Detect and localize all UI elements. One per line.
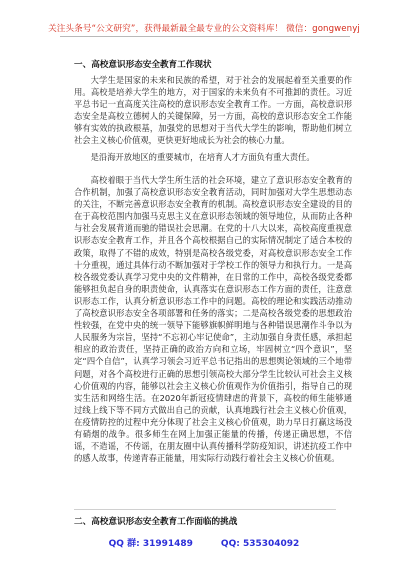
- paragraph-3: 高校着眼于当代大学生所生活的社会环境，建立了意识形态安全教育的合作机制，加强了高校意识形态安全教育活动，同时加强对大学生思想动态的关注，不断完善意识形态安全教育的机制。高校意识形态安全建设的目的在于高校范围内加强马克思主义在意识形态领域的领导地位，从而防止各种与社会发展背道而驰的错误社会思潮。在党的十八大以来，高校高度重视意识形态安全教育工作，并且各个高校根据自己的实际情况制定了适合本校的政策，取得了不错的成效，特别是高校各级党委，对高校意识形态安全工作十分重视，通过具体行动不断加强对于学校工作的领导力和执行力。一是高校各级党委认真学习党中央的文件精神，在日常的工作中，高校各级党委都能够担负起自身的职责使命，认真落实在意识形态工作方面的责任，注意意识形态工作，认真分析意识形态工作中的问题。高校的理论和实践活动推动了高校意识形态安全各项部署和任务的落实；二是高校各级党委的思想政治性较强，在党中央的统一领导下能够旗帜鲜明地与各种错误思潮作斗争以为人民服务为宗旨，坚持“不忘初心牢记使命”，主动加强自身责任感，承担起相应的政治责任，坚持正确的政治方向和立场，牢固树立“四个意识”，坚定“四个自信”，认真学习领会习近平总书记指出的思想舆论领域的三个地带问题，对各个高校进行正确的思想引领高校大部分学生比较认可社会主义核心价值观的内容，能够以社会主义核心价值观作为价值指引，指导自己的现实生活和网络生活。在2020年新冠疫情肆虐的背景下，高校的师生能够通过线上线下等不同方式做出自己的贡献，认真地践行社会主义核心价值观，在疫情防控的过程中充分体现了社会主义核心价值观，助力早日打赢这场没有硝烟的战争。很多师生在网上加强正能量的传播，传递正确思想，不信谣，不造谣，不传谣，在朋友圈中认真传播科学防疫知识，讲述抗疫工作中的感人故事，传递青春正能量，用实际行动践行着社会主义核心价值观。: [74, 175, 352, 464]
- paragraph-2: 是沿海开放地区的重要城市，在培育人才方面负有重大责任。: [90, 152, 315, 162]
- section-divider: [74, 509, 336, 510]
- contact-footer: [0, 536, 408, 549]
- promo-banner: 关注头条号“公文研究”，获得最新最全最专业的公文资料库！ 微信：gongwenyj: [48, 24, 360, 34]
- section-heading-1: 一、高校意识形态安全教育工作现状: [74, 60, 212, 70]
- section-heading-2: 二、高校意识形态安全教育工作面临的挑战: [74, 517, 238, 527]
- header-divider: [60, 36, 350, 37]
- paragraph-1: 大学生是国家的未来和民族的希望，对于社会的发展起着至关重要的作用。高校是培养大学生的地方，对于国家的未来负有不可推卸的责任。习近平总书记一直高度关注高校的意识形态安全教育工作。一方面，高校意识形态安全是高校立德树人的关键保障，另一方面，高校的意识形态安全工作能够有实效的执政根基，加强党的思想对于当代大学生的影响，帮助他们树立社会主义核心价值观，更快更好地成长为社会的核心力量。: [74, 75, 352, 146]
- qq-number-text: QQ: 535304092: [220, 539, 300, 549]
- qq-group-text: QQ 群: 31991489: [108, 539, 193, 549]
